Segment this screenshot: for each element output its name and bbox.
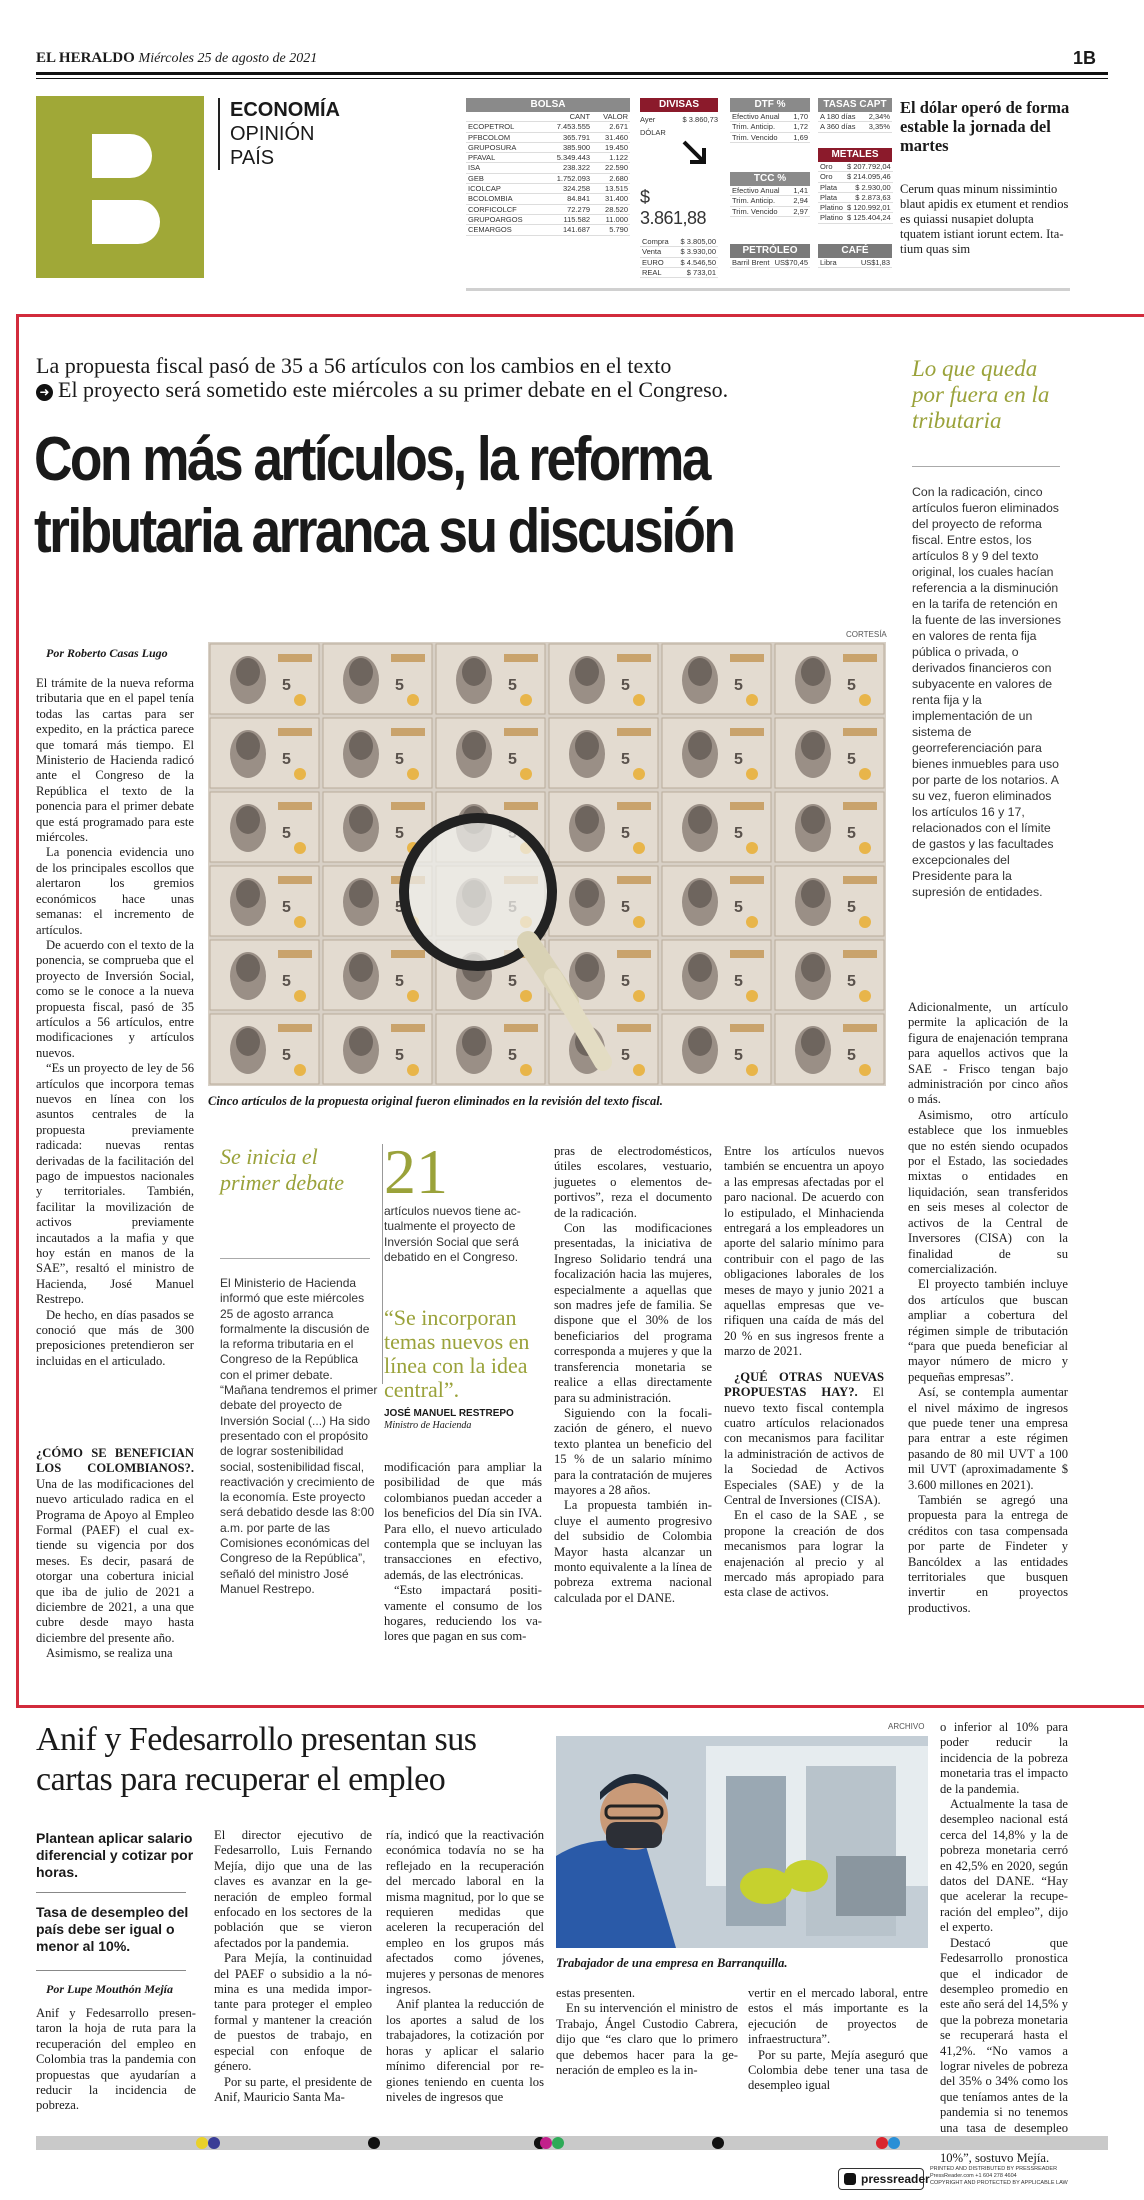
quote-role: Ministro de Hacienda (384, 1420, 472, 1431)
market-row (730, 258, 810, 268)
lead-rule (36, 1970, 186, 1971)
article-column-a (384, 1460, 542, 1645)
market-row (818, 162, 893, 172)
bolsa-col-name (466, 112, 543, 122)
market-value: 1.752.093 (543, 173, 592, 183)
market-value: 31.400 (592, 194, 630, 204)
paragraph: Entre los artículos nuevos también se encuentra un apoyo a las empresas afectadas por el paro nacional. De acuerdo con lo estipulado, el Minhacienda entregará a los empleadores un aporte del salario mínimo para contribuir con el pago de las obligaciones laborales de los meses de mayo y junio 2021 a aquellas empresas que verifiquen una caída de más del 20 % en sus ingresos frente a marzo de 2021. (724, 1144, 884, 1359)
market-label: ECOPETROL (466, 122, 543, 132)
market-value: 1,72 (789, 122, 810, 132)
market-label: Platino (820, 203, 843, 213)
petroleo-rows (730, 258, 810, 268)
petroleo-title: PETRÓLEO (730, 244, 810, 258)
article2-column-b (214, 1828, 372, 2105)
market-label: Compra (640, 237, 674, 247)
market-value: 5.349.443 (543, 153, 592, 163)
market-row (818, 122, 892, 132)
market-value: 5.790 (592, 225, 630, 235)
tcc-rows (730, 186, 810, 217)
market-value: $ 214.095,46 (846, 172, 891, 182)
paragraph: Destacó que Fedesarrollo pronostica que el indicador de desempleo promedio en este año será del 14,5% y que la pobreza monetaria se recuperará hasta el 41,2%. “No vamos a lograr niveles de pobreza del 35% o 34% como los que teníamos antes de la pandemia si no tenemos una tasa de desempleo 10%”, sostuvo Mejía. (940, 1935, 1068, 2166)
article2-photo-caption: Trabajador de una empresa en Barranquilla. (556, 1956, 788, 1970)
market-row (730, 132, 810, 142)
article-subtitle-2 (36, 378, 728, 402)
market-value: 141.687 (543, 225, 592, 235)
paragraph: Siguiendo con la focalización de género, el nuevo texto plantea un beneficio del 15 % de un salario mínimo para la contratación de mujeres mayores a 28 años. (554, 1405, 712, 1497)
byline: Por Roberto Casas Lugo (46, 646, 168, 660)
market-label: Trim. Vencido (730, 206, 789, 216)
paragraph: Así, se contempla aumentar el nivel máximo de ingresos que puede tener una empresa para entrar a este régimen pasando de 80 mil UVT a 100 mil UVT (aproximadamente $ 3.600 millones en 2021). (908, 1385, 1068, 1492)
tcc-title: TCC % (730, 172, 810, 186)
article2-lead-1: Plantean aplicar salario diferencial y cotizar por horas. (36, 1830, 194, 1880)
market-value: $ 2.873,63 (845, 192, 893, 202)
paragraph: El director ejecutivo de Fedesarrollo, Luis Fernando Mejía, dijo que una de las claves es avanzar en la generación de empleo formal enfocado en los sectores de la población que se vieron afectados por la pandemia. (214, 1828, 372, 1950)
market-label: Trim. Vencido (730, 132, 789, 142)
market-row (466, 184, 630, 194)
market-value: US$70,45 (772, 258, 810, 268)
paragraph: Anif y Fedesarrollo presentaron la hoja de ruta para la recuperación del empleo en Colombia tras la pandemia con propuestas que ayudarían a reducir la incidencia de pobreza. (36, 2006, 196, 2113)
paragraph: “Es un proyecto de ley de 56 artículos que incorpora temas nuevos en línea con los asuntos centrales de la propuesta previamente radicada: nuevas rentas derivadas de la facilitación del pago de impuestos nacionales y territoriales. También, facilitar la movilización de activos previamente incautados a la mafia y que hoy están en manos de la SAE”, resaltó el ministro de Hacienda, José Manuel Restrepo. (36, 1061, 194, 1307)
paragraph: modificación para ampliar la posibilidad de que más colombianos puedan acceder a los beneficios del Día sin IVA. Para ello, el nuevo articulado contempla que se incluyan las transacciones en efectivo, además, de las electrónicas. (384, 1460, 542, 1582)
article2-column-a (36, 2006, 196, 2114)
market-row (466, 225, 630, 235)
paragraph: Adicionalmente, un artículo permite la aplicación de la figura de enajenación temprana para aquellos activos que la SAE - Frisco tengan bajo administración por cinco años o más. (908, 1000, 1068, 1107)
market-value: 2,34% (863, 112, 892, 122)
paragraph: La ponencia evidencia uno de los principales escollos que alertaron los gremios económicos hace unas semanas: el incremento de artículos. (36, 845, 194, 937)
sidebar-title: Lo que queda por fuera en la tributaria (912, 356, 1050, 433)
pressreader-notice (930, 2166, 1068, 2187)
bolsa-title: BOLSA (466, 98, 630, 112)
masthead (36, 50, 317, 67)
market-row (466, 214, 630, 224)
bolsa-col-valor: VALOR (592, 112, 630, 122)
market-label: A 360 días (818, 122, 863, 132)
market-label: Efectivo Anual (730, 112, 789, 122)
market-row (466, 173, 630, 183)
bolsa-table (466, 98, 630, 236)
market-label: Venta (640, 247, 674, 257)
headline-line-1: Con más artículos, la reforma (34, 425, 709, 494)
cafe-title: CAFÉ (818, 244, 892, 258)
market-value: 1.122 (592, 153, 630, 163)
metales-title: METALES (818, 148, 892, 162)
color-dot-cyan (888, 2137, 900, 2149)
article-column-d (908, 1000, 1068, 1616)
pressreader-printed-by: PRINTED AND DISTRIBUTED BY PRESSREADER (930, 2166, 1058, 2172)
market-value: 2,97 (789, 206, 810, 216)
market-row (818, 172, 893, 182)
market-value: 72.279 (543, 204, 592, 214)
market-label: ISA (466, 163, 543, 173)
market-label: GEB (466, 173, 543, 183)
market-label: REAL (640, 267, 674, 277)
market-value: 11.000 (592, 214, 630, 224)
color-dot-yellow (196, 2137, 208, 2149)
market-label: ICOLCAP (466, 184, 543, 194)
market-row (818, 112, 892, 122)
market-value: 1,70 (789, 112, 810, 122)
metales-table (818, 148, 892, 224)
tasas-rows (818, 112, 892, 133)
market-row (640, 257, 718, 267)
market-label: BCOLOMBIA (466, 194, 543, 204)
paragraph: También se agregó una propuesta para la entrega de créditos con tasa compensada por parte de Findeter y Bancóldex a las entidades territoriales que busquen invertir en proyectos productivos. (908, 1493, 1068, 1615)
market-label: Trim. Anticip. (730, 122, 789, 132)
market-row (466, 122, 630, 132)
sidebar-text: Con la radicación, cinco artículos fueron eliminados del proyecto de reforma fiscal. Entre estos, los artículos 8 y 9 del texto original, los cuales hacían referencia a la disminución en la tarifa de retención en la fuente de las inversiones en valores de renta fija pública o privada, o derivados financieros con subyacente en valores de renta fija y la implementación de un sistema de georreferenciación para bienes inmuebles para uso por parte de los notarios. A su vez, fueron eliminados los artículos 16 y 17, relacionados con el límite de gastos y las facultades excepcionales del Presidente para la supresión de entidades. (912, 485, 1062, 899)
article-column-1 (36, 676, 194, 1369)
brief-headline: El dólar operó de forma estable la jornada del martes (900, 98, 1070, 155)
paragraph: Con las modificaciones presentadas, la iniciativa de Ingreso Solidario tendrá una focalización hacia las mujeres, especialmente a aquellas que son madres jefe de familia. Se dispone que el 30% de los beneficiarios del programa corresponda a mujeres y que la transferencia monetaria se realice a ellas directamente para su administración. (554, 1221, 712, 1405)
pressreader-site: PressReader.com +1 604 278 4604 (930, 2173, 1017, 2179)
photo-credit: CORTESÍA (846, 630, 887, 639)
market-row (730, 122, 810, 132)
divisas-ayer-label: Ayer (640, 115, 656, 124)
paragraph: Anif plantea la reducción de los aportes a salud de los trabajadores, la cotización por horas y aplicar el salario mínimo diferencial por regiones teniendo en cuenta los niveles de ingresos que (386, 1997, 544, 2104)
arrow-down-icon (680, 138, 710, 170)
section-opinion: OPINIÓN (230, 123, 315, 145)
pressreader-logo[interactable]: pressreader (838, 2168, 924, 2190)
big-number: 21 (384, 1136, 448, 1207)
market-value: $ 3.805,00 (674, 237, 718, 247)
article-headline (34, 424, 774, 568)
paragraph (724, 1370, 884, 1509)
market-value: 2.671 (592, 122, 630, 132)
market-row (818, 203, 893, 213)
pull-quote: “Se incorporan temas nuevos en línea con la idea central”. (384, 1305, 530, 1402)
article-column-1b (36, 1446, 194, 1662)
tasas-title: TASAS CAPT (818, 98, 892, 112)
market-row (818, 213, 893, 223)
paragraph: El proyecto también incluye dos artículos que buscan ampliar a cobertura del régimen simple de tributación “para que pueda beneficiar al mayor número de micro y pequeñas empresas”. (908, 1277, 1068, 1384)
cafe-table (818, 244, 892, 268)
section-letter-block (36, 96, 204, 278)
market-value: 115.582 (543, 214, 592, 224)
market-label: PFAVAL (466, 153, 543, 163)
banknotes-photo (208, 642, 886, 1086)
color-dot-black (712, 2137, 724, 2149)
paragraph: De hecho, en días pasados se conoció que más de 300 preposiciones pretendieron ser incluidas en el articulado. (36, 1307, 194, 1368)
market-value: 1,69 (789, 132, 810, 142)
arrow-right-icon: ➜ (36, 384, 53, 401)
color-dot-green (552, 2137, 564, 2149)
article2-photo-credit: ARCHIVO (888, 1722, 925, 1731)
market-label: Efectivo Anual (730, 186, 789, 196)
tasas-table (818, 98, 892, 133)
market-value: $ 125.404,24 (846, 213, 891, 223)
market-value: 238.322 (543, 163, 592, 173)
market-row (640, 267, 718, 277)
paragraph: “Esto impactará positivamente el consumo de los hogares, reduciendo los valores que pagan en sus com- (384, 1583, 542, 1644)
market-value: 365.791 (543, 132, 592, 142)
divisas-dolar-label: DÓLAR (640, 128, 666, 137)
header-rule (36, 72, 1108, 75)
market-value: $ 733,01 (674, 267, 718, 277)
market-label: Platino (820, 213, 843, 223)
debate-box-text: El Ministerio de Hacienda informó que este miércoles 25 de agosto arranca formalmente la discusión de la reforma tributaria en el Congreso de la República con el primer debate. “Mañana tendremos el primer debate del proyecto de Inversión Social (...) Ha sido presentado con el propósito de lograr sostenibilidad social, sostenibilidad fiscal, reactivación y crecimiento de la economía. Este proyecto será debatido desde las 8:00 a.m. por parte de las Comisiones económicas del Congreso de la República”, señaló del ministro José Manuel Restrepo. (220, 1276, 378, 1596)
paragraph: En su intervención el ministro de Trabajo, Ángel Custodio Cabrera, dijo que “es claro que lo primero que debemos hacer para la generación de empleo es la in- (556, 2001, 738, 2078)
divisas-ayer-value: $ 3.860,73 (682, 115, 718, 124)
article2-column-d (556, 1986, 738, 2078)
article2-headline: Anif y Fedesarrollo presentan sus cartas para recuperar el empleo (36, 1721, 477, 1798)
paragraph: o inferior al 10% para poder reducir la incidencia de la pobreza monetaria tras el impacto de la pandemia. (940, 1720, 1068, 1796)
section-letter-counter-top (92, 134, 152, 178)
market-label: EURO (640, 257, 674, 267)
market-value: 385.900 (543, 142, 592, 152)
big-number-text: artículos nuevos tiene actualmente el proyecto de Inversión Social que será debatido en el Congreso. (384, 1204, 521, 1264)
market-label: A 180 días (818, 112, 863, 122)
article-column-b (554, 1144, 712, 1606)
worker-photo (556, 1736, 928, 1948)
market-label: Oro (818, 162, 845, 172)
market-value: 3,35% (863, 122, 892, 132)
article-subtitle-2-text: El proyecto será sometido este miércoles a su primer debate en el Congreso. (58, 377, 729, 402)
market-label: GRUPOSURA (466, 142, 543, 152)
dtf-title: DTF % (730, 98, 810, 112)
market-row (466, 132, 630, 142)
market-value: 22.590 (592, 163, 630, 173)
market-row (466, 204, 630, 214)
market-value: 324.258 (543, 184, 592, 194)
paragraph-text: El nuevo texto fiscal contempla cuatro artículos relacionados con mecanismos para facilitar la administración de activos de la Sociedad de Activos Especiales (SAE) y de la Central de Inversiones (CISA). (724, 1385, 884, 1507)
paragraph: Asimismo, otro artículo establece que los inmuebles que no estén siendo ocupados por el Estado, las sociedades mixtas o entidades en liquidación, sean transferidos en seis meses al colector de activos de la Central de Inversores (CISA) con la finalidad de su comercialización. (908, 1107, 1068, 1276)
lead-rule (36, 1892, 186, 1893)
market-value: US$1,83 (846, 258, 892, 268)
paragraph: pras de electrodomésticos, útiles escolares, vestuario, juguetes o elementos deportivos”, reza el documento de la radicación. (554, 1144, 712, 1220)
market-value: $ 207.792,04 (846, 162, 891, 171)
market-label: Oro (818, 172, 845, 182)
paragraph: ría, indicó que la reactivación económica todavía no se ha reflejado en la recuperación del mercado laboral en la misma magnitud, por lo que se requieren medidas que aceleren la recuperación del empleo en los grupos más afectados como jóvenes, mujeres y personas de menores ingresos. (386, 1828, 544, 1997)
market-label: CEMARGOS (466, 225, 543, 235)
article2-column-f (940, 1720, 1068, 2167)
article-subtitle-1: La propuesta fiscal pasó de 35 a 56 artículos con los cambios en el texto (36, 353, 672, 378)
market-rule (466, 288, 1070, 291)
divisas-ayer (640, 115, 718, 124)
subhead-otras-propuestas: ¿QUÉ OTRAS NUEVAS PROPUESTAS HAY?. (724, 1369, 884, 1400)
bolsa-rows (466, 112, 630, 236)
market-row (640, 237, 718, 247)
paragraph: En el caso de la SAE , se propone la creación de dos mecanismos para lograr la enajenación al precio y al mercado más apropiado para esta clase de activos. (724, 1508, 884, 1600)
sidebar-rule (912, 466, 1060, 467)
article2-lead-2: Tasa de desempleo del país debe ser igual o menor al 10%. (36, 1904, 189, 1954)
market-row (466, 142, 630, 152)
paragraph: El trámite de la nueva reforma tributaria que en el papel tenía todas las cartas para ser expedito, en la práctica parece que tomará más tiempo. El Ministerio de Hacienda radicó ante el Congreso de la República el texto de la ponencia para el primer debate que está programado para este miércoles. (36, 676, 194, 845)
header-rule-thin (36, 78, 1108, 79)
divisas-rows (640, 237, 718, 278)
article2-column-e (748, 1986, 928, 2094)
tcc-table (730, 172, 810, 217)
market-row (466, 153, 630, 163)
cafe-rows (818, 258, 892, 268)
section-pais: PAÍS (230, 147, 275, 169)
market-value: 1,41 (789, 186, 810, 196)
metales-rows (818, 162, 893, 224)
debate-box-title: Se inicia el primer debate (220, 1144, 345, 1195)
paragraph: vertir en el mercado laboral, entre estos el más importante es la ejecución de proyectos de infraestructura”. (748, 1986, 928, 2047)
issue-date: Miércoles 25 de agosto de 2021 (138, 51, 318, 66)
paragraph: Para Mejía, la continuidad del PAEF o subsidio a la nómina es una medida importante para proteger el empleo formal y mantener la creación de puestos de trabajo, en especial con enfoque de género. (214, 1951, 372, 2074)
debate-rule (220, 1258, 370, 1259)
paragraph: Por su parte, Mejía aseguró que Colombia debe tener una tasa de desempleo igual (748, 2047, 928, 2093)
section-list (218, 98, 340, 170)
section-economia: ECONOMÍA (230, 99, 340, 121)
market-row (466, 194, 630, 204)
divisas-table (640, 98, 718, 278)
paragraph: Actualmente la tasa de desempleo nacional está cerca del 14,8% y la de pobreza monetaria cerró en 42,5% en 2020, según datos del DANE. “Hay que acelerar la recuperación del empleo”, dijo el experto. (940, 1797, 1068, 1935)
market-value: 19.450 (592, 142, 630, 152)
market-value: $ 2.930,00 (845, 182, 893, 192)
market-label: Trim. Anticip. (730, 196, 789, 206)
paragraph: Por su parte, el presidente de Anif, Mauricio Santa Ma- (214, 2074, 372, 2104)
subhead-beneficios: ¿CÓMO SE BENEFICIAN LOS COLOMBIANOS?. (36, 1446, 194, 1476)
color-dot-black (368, 2137, 380, 2149)
divisas-title: DIVISAS (640, 98, 718, 112)
market-value: 28.520 (592, 204, 630, 214)
market-value: $ 3.930,00 (674, 247, 718, 257)
headline-line-2: tributaria arranca su discusión (34, 497, 734, 566)
bolsa-col-cant: CANT (543, 112, 592, 122)
article2-column-c (386, 1828, 544, 2105)
divisas-main-rate: $ 3.861,88 (640, 187, 707, 228)
paragraph (36, 1446, 194, 1646)
color-dot-blue (208, 2137, 220, 2149)
brief-text: Cerum quas minum nissimintio blaut apidis ex etument et rendios es quiassi nusapiet dolupta tquatem istiant iorunt ectem. Itatium quas sim (900, 182, 1069, 256)
market-label: PFBCOLOM (466, 132, 543, 142)
paragraph: estas presenten. (556, 1986, 636, 2000)
market-label: CORFICOLCF (466, 204, 543, 214)
petroleo-table (730, 244, 810, 268)
color-dot-magenta (540, 2137, 552, 2149)
market-row (818, 182, 893, 192)
page-number: 1B (1072, 48, 1096, 68)
column-divider (382, 1144, 383, 1384)
market-row (818, 192, 893, 202)
market-label: Barril Brent (730, 258, 772, 268)
market-row (466, 163, 630, 173)
market-label: Plata (818, 182, 845, 192)
photo-caption: Cinco artículos de la propuesta original fueron eliminados en la revisión del texto fiscal. (208, 1094, 663, 1108)
paragraph: La propuesta también incluye el aumento progresivo del subsidio de Colombia Mayor hasta alcanzar un monto equivalente a la línea de pobreza extrema nacional calculada por el DANE. (554, 1498, 712, 1605)
market-value: 2,94 (789, 196, 810, 206)
market-value: 13.515 (592, 184, 630, 194)
paragraph: Asimismo, se realiza una (46, 1646, 173, 1661)
market-label: GRUPOARGOS (466, 214, 543, 224)
market-value: 2.680 (592, 173, 630, 183)
market-row (730, 186, 810, 196)
market-value: $ 120.992,01 (846, 203, 891, 213)
paragraph: De acuerdo con el texto de la ponencia, se comprueba que el proyecto de Inversión Social, como se le conoce a la nueva propuesta fiscal, pasó de 35 artículos a 56 artículos, entre modificaciones y artículos nuevos. (36, 937, 194, 1060)
article-column-c (724, 1144, 884, 1601)
market-row (730, 196, 810, 206)
market-label: Plata (818, 192, 845, 202)
market-value: 31.460 (592, 132, 630, 142)
market-value: $ 4.546,50 (674, 257, 718, 267)
paper-name: EL HERALDO (36, 50, 135, 66)
market-row (818, 258, 892, 268)
dtf-table (730, 98, 810, 143)
market-row (730, 206, 810, 216)
section-letter-counter-bottom (92, 200, 160, 244)
article2-byline: Por Lupe Mouthón Mejía (46, 1982, 174, 1996)
dtf-rows (730, 112, 810, 143)
market-row (730, 112, 810, 122)
color-dot-red (876, 2137, 888, 2149)
market-row (640, 247, 718, 257)
paragraph-text: Una de las modificaciones del nuevo articulado radica en el Programa de Apoyo al Empleo Formal (PAEF) el cual extiende su vigencia por dos meses. Es decir, pasará de otorgar una cobertura inicial que iba de julio de 2021 a diciembre de 2021, a una que cubre desde mayo hasta diciembre del presente año. (36, 1476, 194, 1645)
market-value: 84.841 (543, 194, 592, 204)
market-label: Libra (818, 258, 846, 268)
pressreader-copyright: COPYRIGHT AND PROTECTED BY APPLICABLE LAW (930, 2180, 1068, 2186)
quote-author: JOSÉ MANUEL RESTREPO (384, 1408, 514, 1419)
market-value: 7.453.555 (543, 122, 592, 132)
